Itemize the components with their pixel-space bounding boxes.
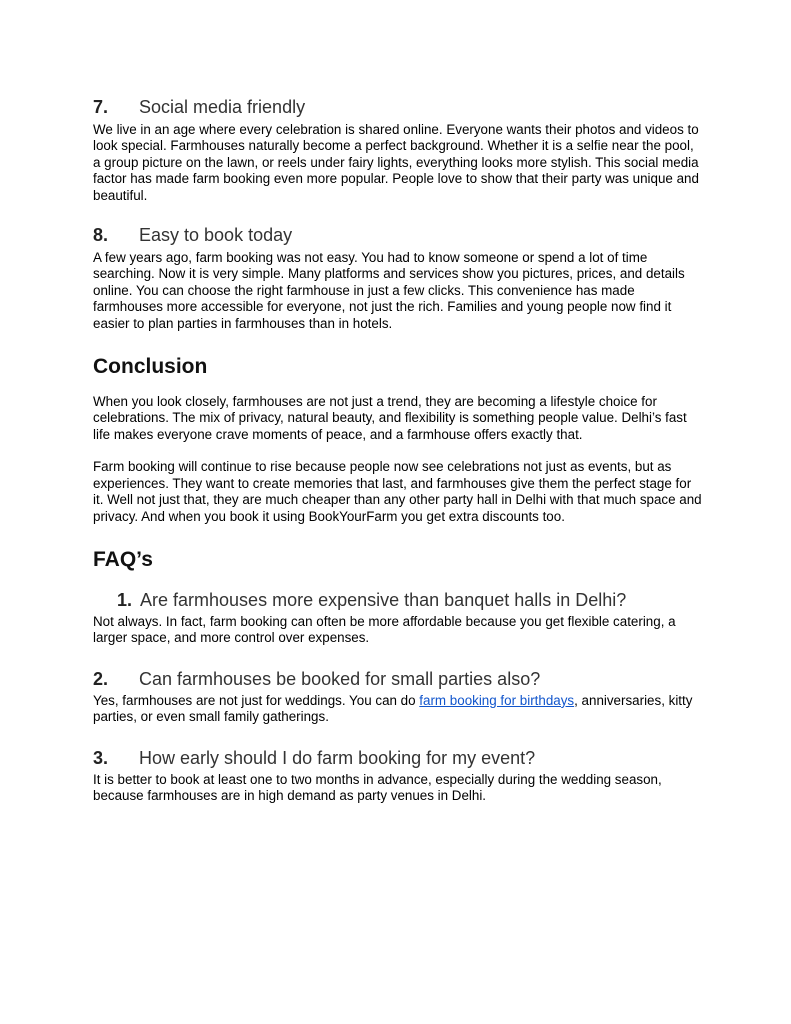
faq-1-answer: Not always. In fact, farm booking can often be more affordable because you get flexible catering, a larger space, and more control over expenses.	[93, 613, 676, 646]
faq-1-number: 1.	[117, 589, 133, 610]
farm-booking-for-birthdays-link[interactable]: farm booking for birthdays	[419, 692, 575, 708]
faq-3-number: 3.	[93, 747, 109, 768]
conclusion-paragraph-1: When you look closely, farmhouses are not just a trend, they are becoming a lifestyle choice for celebrations. The mix of privacy, natural beauty, and flexibility is something people value. Delhi’s fast life makes everyone crave moments of peace, and a farmhouse offers exactly that.	[93, 394, 687, 442]
faq-2-number: 2.	[93, 668, 109, 689]
section-7-heading	[93, 96, 703, 118]
faq-heading: FAQ’s	[93, 547, 153, 571]
section-8-number: 8.	[93, 225, 109, 246]
faq-2-heading	[93, 668, 703, 690]
section-7-body: We live in an age where every celebration is shared online. Everyone wants their photos and videos to look special. Farmhouses naturally become a perfect background. Whether it is a selfie near the pool, a group picture on the lawn, or reels under fairy lights, everything looks more stylish. This social media factor has made farm booking even more popular. People love to show that their party was unique and beautiful.	[93, 122, 699, 203]
faq-2-answer	[93, 693, 703, 726]
section-8-heading	[93, 224, 703, 246]
conclusion-paragraph-2: Farm booking will continue to rise because people now see celebrations not just as events, but as experiences. They want to create memories that last, and farmhouses give them the perfect stage for it. Well not just that, they are much cheaper than any other party hall in Delhi with that much space and privacy. And when you book it using BookYourFarm you get extra discounts too.	[93, 459, 702, 524]
section-7-number: 7.	[93, 97, 109, 117]
faq-2-answer-end: , anniversaries, kitty parties, or even small family gatherings.	[93, 692, 693, 725]
faq-2-answer-start: Yes, farmhouses are not just for weddings. You can do	[93, 692, 420, 708]
conclusion-heading: Conclusion	[93, 355, 208, 379]
faq-3-heading	[93, 747, 703, 769]
faq-3-question: How early should I do farm booking for my event?	[139, 747, 536, 768]
faq-1-question: Are farmhouses more expensive than banquet halls in Delhi?	[140, 589, 627, 610]
section-8-title: Easy to book today	[139, 225, 293, 246]
section-7-title: Social media friendly	[139, 97, 306, 117]
section-8-body: A few years ago, farm booking was not easy. You had to know someone or spend a lot of time searching. Now it is very simple. Many platforms and services show you pictures, prices, and details online. You can choose the right farmhouse in just a few clicks. This convenience has made farmhouses more accessible for everyone, not just the rich. Families and young people now find it easier to plan parties in farmhouses than in hotels.	[93, 250, 685, 331]
document-page	[93, 92, 703, 804]
faq-2-question: Can farmhouses be booked for small parties also?	[139, 668, 541, 689]
faq-1-heading	[93, 589, 703, 611]
faq-3-answer: It is better to book at least one to two months in advance, especially during the wedding season, because farmhouses are in high demand as party venues in Delhi.	[93, 771, 662, 803]
